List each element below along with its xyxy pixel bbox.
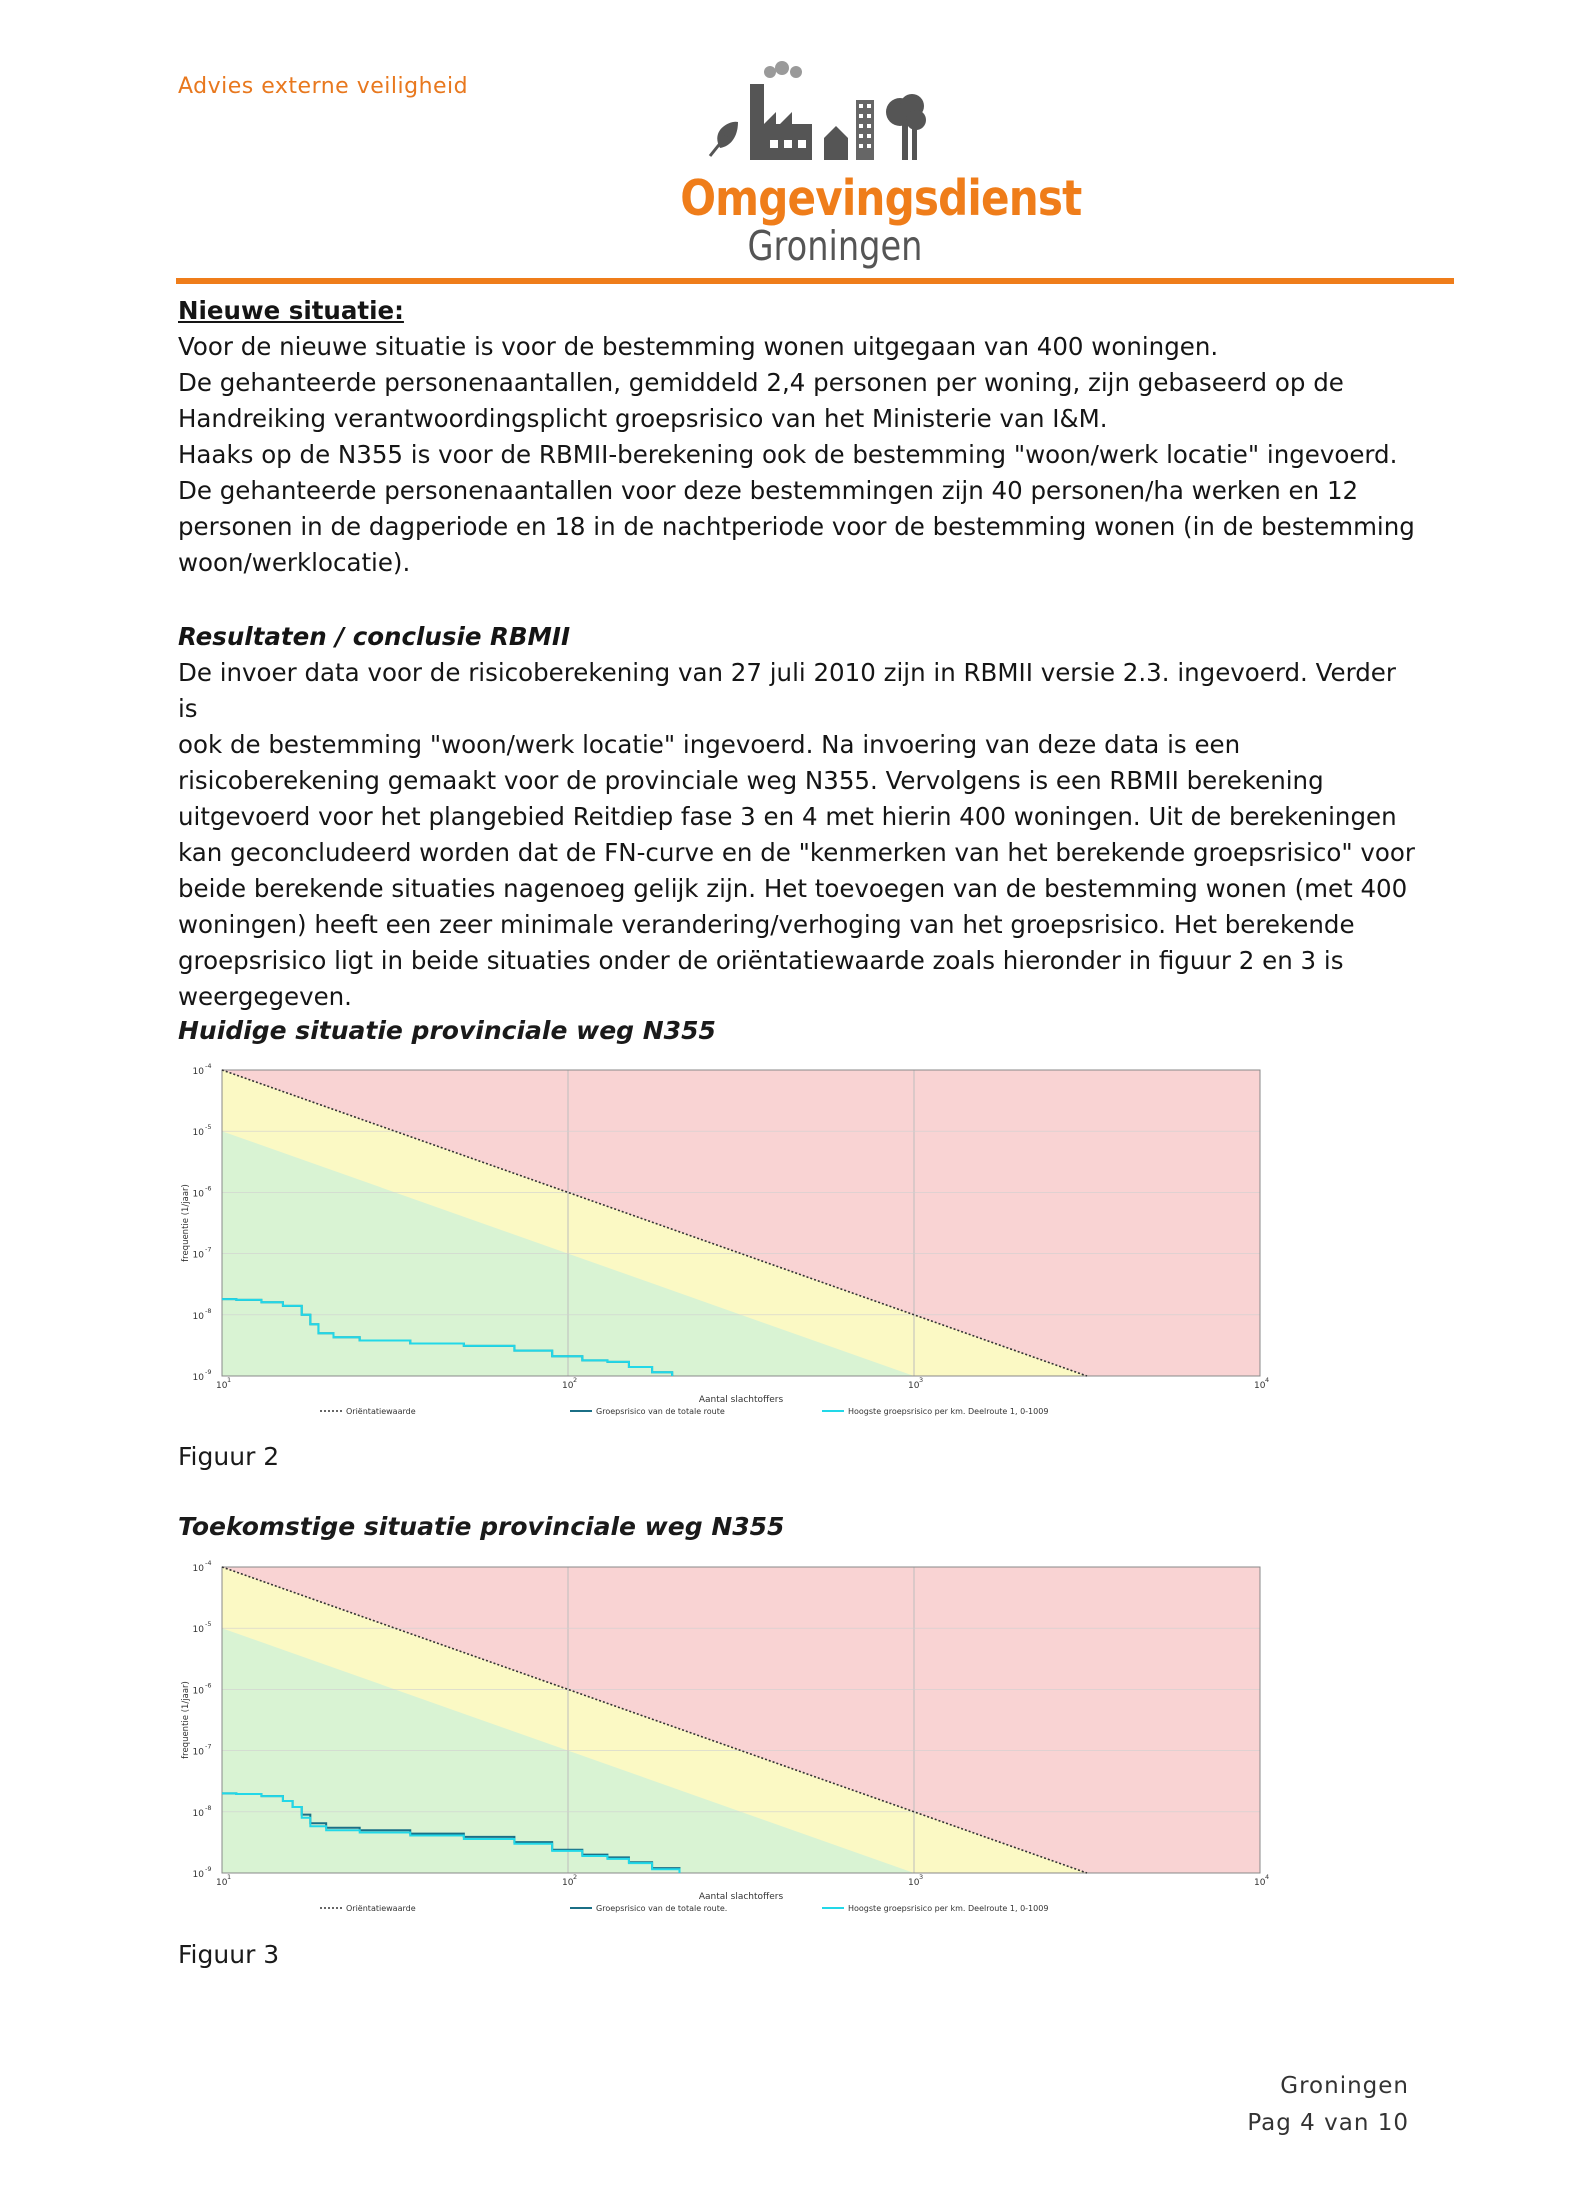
x-tick-label: 10 xyxy=(908,1381,920,1391)
paragraph-line: ook de bestemming "woon/werk locatie" ingevoerd. Na invoering van deze data is een xyxy=(178,730,1241,759)
figure-caption: Figuur 2 xyxy=(178,1442,280,1471)
paragraph-line: woningen) heeft een zeer minimale verandering/verhoging van het groepsrisico. Het berekende xyxy=(178,910,1355,939)
x-tick-exponent: 4 xyxy=(1265,1376,1270,1384)
logo-subtitle: Groningen xyxy=(747,222,923,270)
y-tick-label: 10 xyxy=(192,1373,204,1383)
x-tick-label: 10 xyxy=(908,1878,920,1888)
y-tick-exponent: -7 xyxy=(205,1245,212,1254)
y-tick-exponent: -8 xyxy=(205,1306,212,1315)
y-axis-label: frequentie (1/jaar) xyxy=(181,1184,191,1262)
paragraph-line: personen in de dagperiode en 18 in de nachtperiode voor de bestemming wonen (in de bestemming xyxy=(178,512,1415,541)
y-tick-exponent: -8 xyxy=(205,1803,212,1812)
paragraph-line: beide berekende situaties nagenoeg gelijk zijn. Het toevoegen van de bestemming wonen (met 400 xyxy=(178,874,1408,903)
paragraph-line: uitgevoerd voor het plangebied Reitdiep fase 3 en 4 met hierin 400 woningen. Uit de berekeningen xyxy=(178,802,1397,831)
fn-curve-chart-huidige xyxy=(170,1058,1280,1438)
x-tick-label: 10 xyxy=(562,1381,574,1391)
y-tick-exponent: -6 xyxy=(205,1184,212,1193)
paragraph-line: De gehanteerde personenaantallen, gemiddeld 2,4 personen per woning, zijn gebaseerd op de xyxy=(178,368,1344,397)
x-tick-exponent: 2 xyxy=(573,1873,578,1881)
paragraph-line: risicoberekening gemaakt voor de provinciale weg N355. Vervolgens is een RBMII berekening xyxy=(178,766,1324,795)
x-tick-label: 10 xyxy=(1254,1878,1266,1888)
x-tick-exponent: 1 xyxy=(227,1376,232,1384)
legend-label: Oriëntatiewaarde xyxy=(346,1407,416,1416)
x-tick-label: 10 xyxy=(216,1381,228,1391)
y-tick-exponent: -9 xyxy=(205,1865,212,1873)
paragraph-line: woon/werklocatie). xyxy=(178,548,411,577)
section-resultaten xyxy=(178,619,1418,1015)
paragraph-line: De invoer data voor de risicoberekening van 27 juli 2010 zijn in RBMII versie 2.3. ingevoerd. Verder is xyxy=(178,658,1396,723)
y-tick-label: 10 xyxy=(192,1747,204,1758)
paragraph-line: Handreiking verantwoordingsplicht groepsrisico van het Ministerie van I&M. xyxy=(178,404,1108,433)
figure-caption: Figuur 3 xyxy=(178,1940,280,1969)
y-tick-label: 10 xyxy=(192,1067,204,1077)
y-tick-label: 10 xyxy=(192,1686,204,1697)
y-tick-exponent: -7 xyxy=(205,1742,212,1751)
paragraph-line: kan geconcludeerd worden dat de FN-curve en de "kenmerken van het berekende groepsrisico" voor xyxy=(178,838,1415,867)
x-tick-exponent: 3 xyxy=(919,1376,924,1384)
section-heading: Resultaten / conclusie RBMII xyxy=(178,622,571,651)
y-tick-label: 10 xyxy=(192,1250,204,1261)
y-tick-label: 10 xyxy=(192,1311,204,1322)
paragraph-line: Voor de nieuwe situatie is voor de bestemming wonen uitgegaan van 400 woningen. xyxy=(178,332,1219,361)
y-tick-exponent: -9 xyxy=(205,1368,212,1376)
x-axis-label: Aantal slachtoffers xyxy=(698,1395,784,1405)
y-axis-label: frequentie (1/jaar) xyxy=(181,1681,191,1759)
section-nieuwe-situatie xyxy=(178,293,1418,581)
paragraph-line: groepsrisico ligt in beide situaties onder de oriëntatiewaarde zoals hieronder in figuur 2 en 3 is xyxy=(178,946,1344,975)
y-tick-label: 10 xyxy=(192,1189,204,1200)
section-heading: Nieuwe situatie: xyxy=(178,296,404,325)
x-tick-label: 10 xyxy=(562,1878,574,1888)
legend-label: Groepsrisico van de totale route. xyxy=(596,1904,728,1913)
y-tick-label: 10 xyxy=(192,1808,204,1819)
document-header-label: Advies externe veiligheid xyxy=(178,74,469,99)
y-tick-exponent: -4 xyxy=(205,1559,212,1567)
x-tick-exponent: 3 xyxy=(919,1873,924,1881)
legend-label: Groepsrisico van de totale route xyxy=(596,1407,725,1416)
fn-curve-chart-toekomstig xyxy=(170,1555,1280,1935)
legend-label: Hoogste groepsrisico per km. Deelroute 1, 0-1009 xyxy=(848,1904,1049,1913)
figure-title: Huidige situatie provinciale weg N355 xyxy=(178,1016,716,1045)
paragraph-line: De gehanteerde personenaantallen voor deze bestemmingen zijn 40 personen/ha werken en 12 xyxy=(178,476,1359,505)
x-axis-label: Aantal slachtoffers xyxy=(698,1892,784,1902)
x-tick-label: 10 xyxy=(216,1878,228,1888)
x-tick-exponent: 1 xyxy=(227,1873,232,1881)
y-tick-exponent: -5 xyxy=(205,1123,212,1132)
footer-page-number: Pag 4 van 10 xyxy=(1247,2110,1409,2136)
x-tick-label: 10 xyxy=(1254,1381,1266,1391)
paragraph-line: Haaks op de N355 is voor de RBMII-berekening ook de bestemming "woon/werk locatie" ingevoerd. xyxy=(178,440,1398,469)
y-tick-label: 10 xyxy=(192,1870,204,1880)
y-tick-label: 10 xyxy=(192,1128,204,1139)
figure-title: Toekomstige situatie provinciale weg N355 xyxy=(178,1512,785,1541)
header-divider xyxy=(176,278,1454,284)
y-tick-exponent: -5 xyxy=(205,1620,212,1629)
footer-city: Groningen xyxy=(1280,2073,1409,2099)
legend-label: Hoogste groepsrisico per km. Deelroute 1, 0-1009 xyxy=(848,1407,1049,1416)
y-tick-label: 10 xyxy=(192,1625,204,1636)
y-tick-exponent: -6 xyxy=(205,1681,212,1690)
y-tick-exponent: -4 xyxy=(205,1062,212,1070)
paragraph-line: weergegeven. xyxy=(178,982,352,1011)
legend-label: Oriëntatiewaarde xyxy=(346,1904,416,1913)
logo-title: Omgevingsdienst xyxy=(680,170,1082,227)
x-tick-exponent: 4 xyxy=(1265,1873,1270,1881)
y-tick-label: 10 xyxy=(192,1564,204,1574)
x-tick-exponent: 2 xyxy=(573,1376,578,1384)
